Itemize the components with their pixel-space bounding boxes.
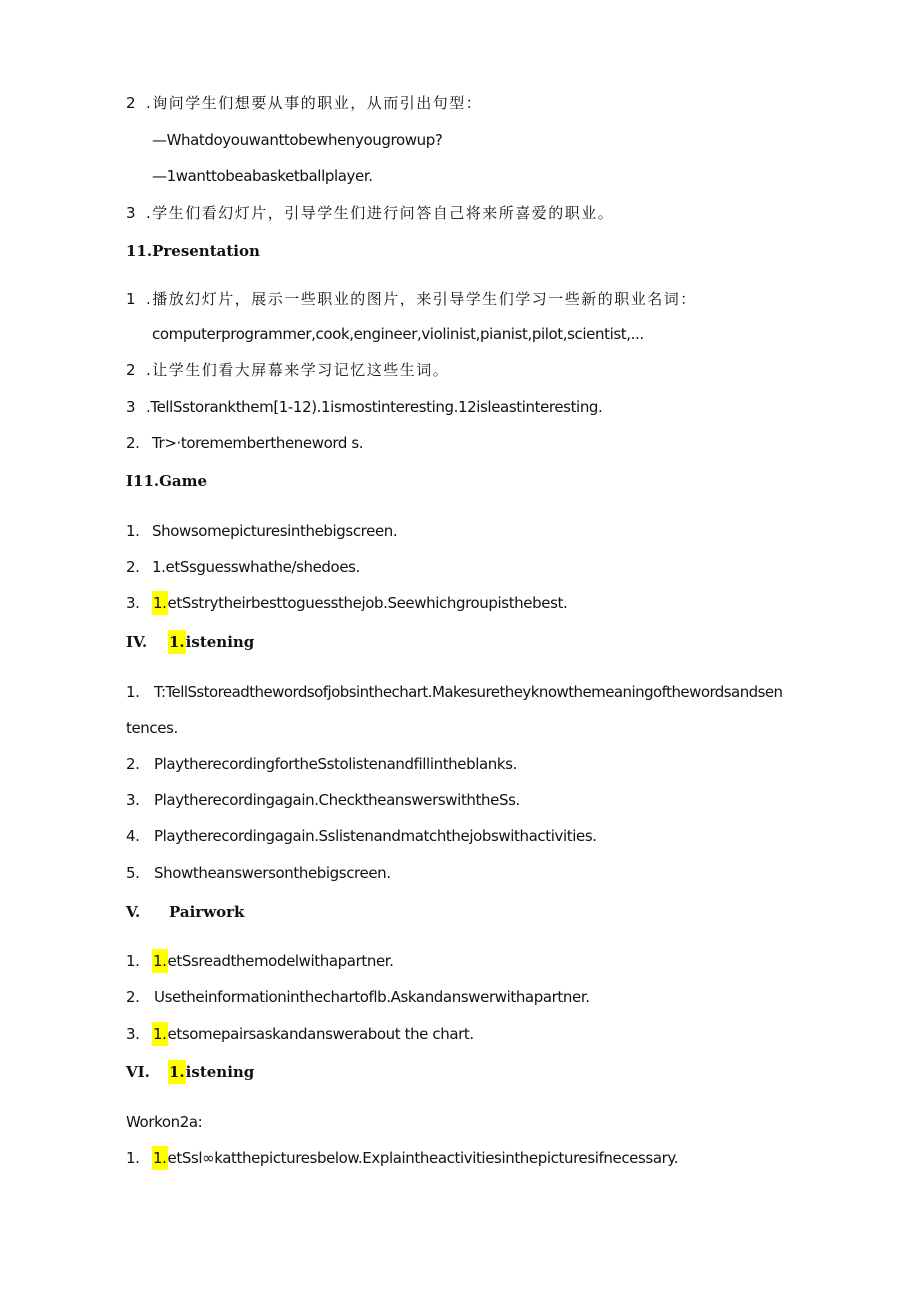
item-number: 2 [126,361,136,379]
sentence-answer: —1wanttobeabasketballplayer. [152,167,373,185]
item-text: Showtheanswersonthebigscreen. [154,864,391,882]
item-number: 2. [126,558,140,576]
item-text: Playtherecordingagain.Sslistenandmatchthejobswithactivities. [154,827,597,845]
item-text-rest: etSstrytheirbesttoguessthejob.Seewhichgroupisthebest. [167,594,568,612]
item-number: 3. [126,594,140,612]
item-text: .询问学生们想要从事的职业，从而引出句型： [146,94,483,112]
sentence-question: —Whatdoyouwanttobewhenyougrowup? [152,131,443,149]
item-text: .TellSstorankthem[1-12).1ismostinteresting.12isleastinteresting. [146,398,603,416]
item-text-continued: tences. [126,719,178,737]
heading-number: IV. [126,633,148,651]
highlight-mark: 1. [152,1146,168,1170]
item-text: 1.etSsguesswhathe/shedoes. [152,558,360,576]
item-text [152,951,394,971]
heading-text [168,1062,254,1082]
heading-text-rest: istening [185,1063,255,1081]
item-text: .让学生们看大屏幕来学习记忆这些生词。 [146,361,450,379]
item-text: Workon2a: [126,1113,203,1131]
item-text: Usetheinformationinthechartoflb.Askandanswerwithapartner. [154,988,590,1006]
item-number: 3. [126,791,140,809]
heading-presentation: 11.Presentation [126,242,260,260]
item-text: PlaytherecordingfortheSstolistenandfillintheblanks. [154,755,517,773]
item-number: 4. [126,827,140,845]
heading-number: VI. [126,1063,150,1081]
item-number: 5. [126,864,140,882]
item-number: 3 [126,398,136,416]
item-number: 2. [126,434,140,452]
item-number: 3 [126,204,136,222]
heading-text [168,632,254,652]
item-text: Playtherecordingagain.ChecktheanswerswiththeSs. [154,791,520,809]
item-number: 2 [126,94,136,112]
item-text-rest: etSsreadthemodelwithapartner. [167,952,394,970]
item-number: 2. [126,755,140,773]
item-text [152,593,567,613]
item-text [152,1148,678,1168]
highlight-mark: 1. [168,630,186,654]
item-text [152,1024,474,1044]
highlight-mark: 1. [152,1022,168,1046]
highlight-mark: 1. [152,949,168,973]
item-number: 1. [126,952,140,970]
vocabulary-list: computerprogrammer,cook,engineer,violinist,pianist,pilot,scientist,... [152,325,644,343]
item-text: T:TellSstoreadthewordsofjobsinthechart.Makesuretheyknowthemeaningofthewordsandsen [154,683,783,701]
item-number: 1. [126,683,140,701]
item-text: Tr>·toremembertheneword s. [152,434,364,452]
highlight-mark: 1. [168,1060,186,1084]
item-number: 2. [126,988,140,1006]
heading-number: V. [126,903,141,921]
heading-text: Pairwork [169,903,245,921]
item-text: Showsomepicturesinthebigscreen. [152,522,398,540]
item-number: 1 [126,290,136,308]
item-text: .学生们看幻灯片，引导学生们进行问答自己将来所喜爱的职业。 [146,204,615,222]
item-number: 1. [126,522,140,540]
item-text: .播放幻灯片，展示一些职业的图片，来引导学生们学习一些新的职业名词： [146,290,697,308]
item-text-rest: etSsl∞katthepicturesbelow.Explaintheactivitiesinthepicturesifnecessary. [167,1149,679,1167]
heading-game: I11.Game [126,472,208,490]
highlight-mark: 1. [152,591,168,615]
heading-text-rest: istening [185,633,255,651]
item-number: 3. [126,1025,140,1043]
item-text-rest: etsomepairsaskandanswerabout the chart. [167,1025,474,1043]
item-number: 1. [126,1149,140,1167]
